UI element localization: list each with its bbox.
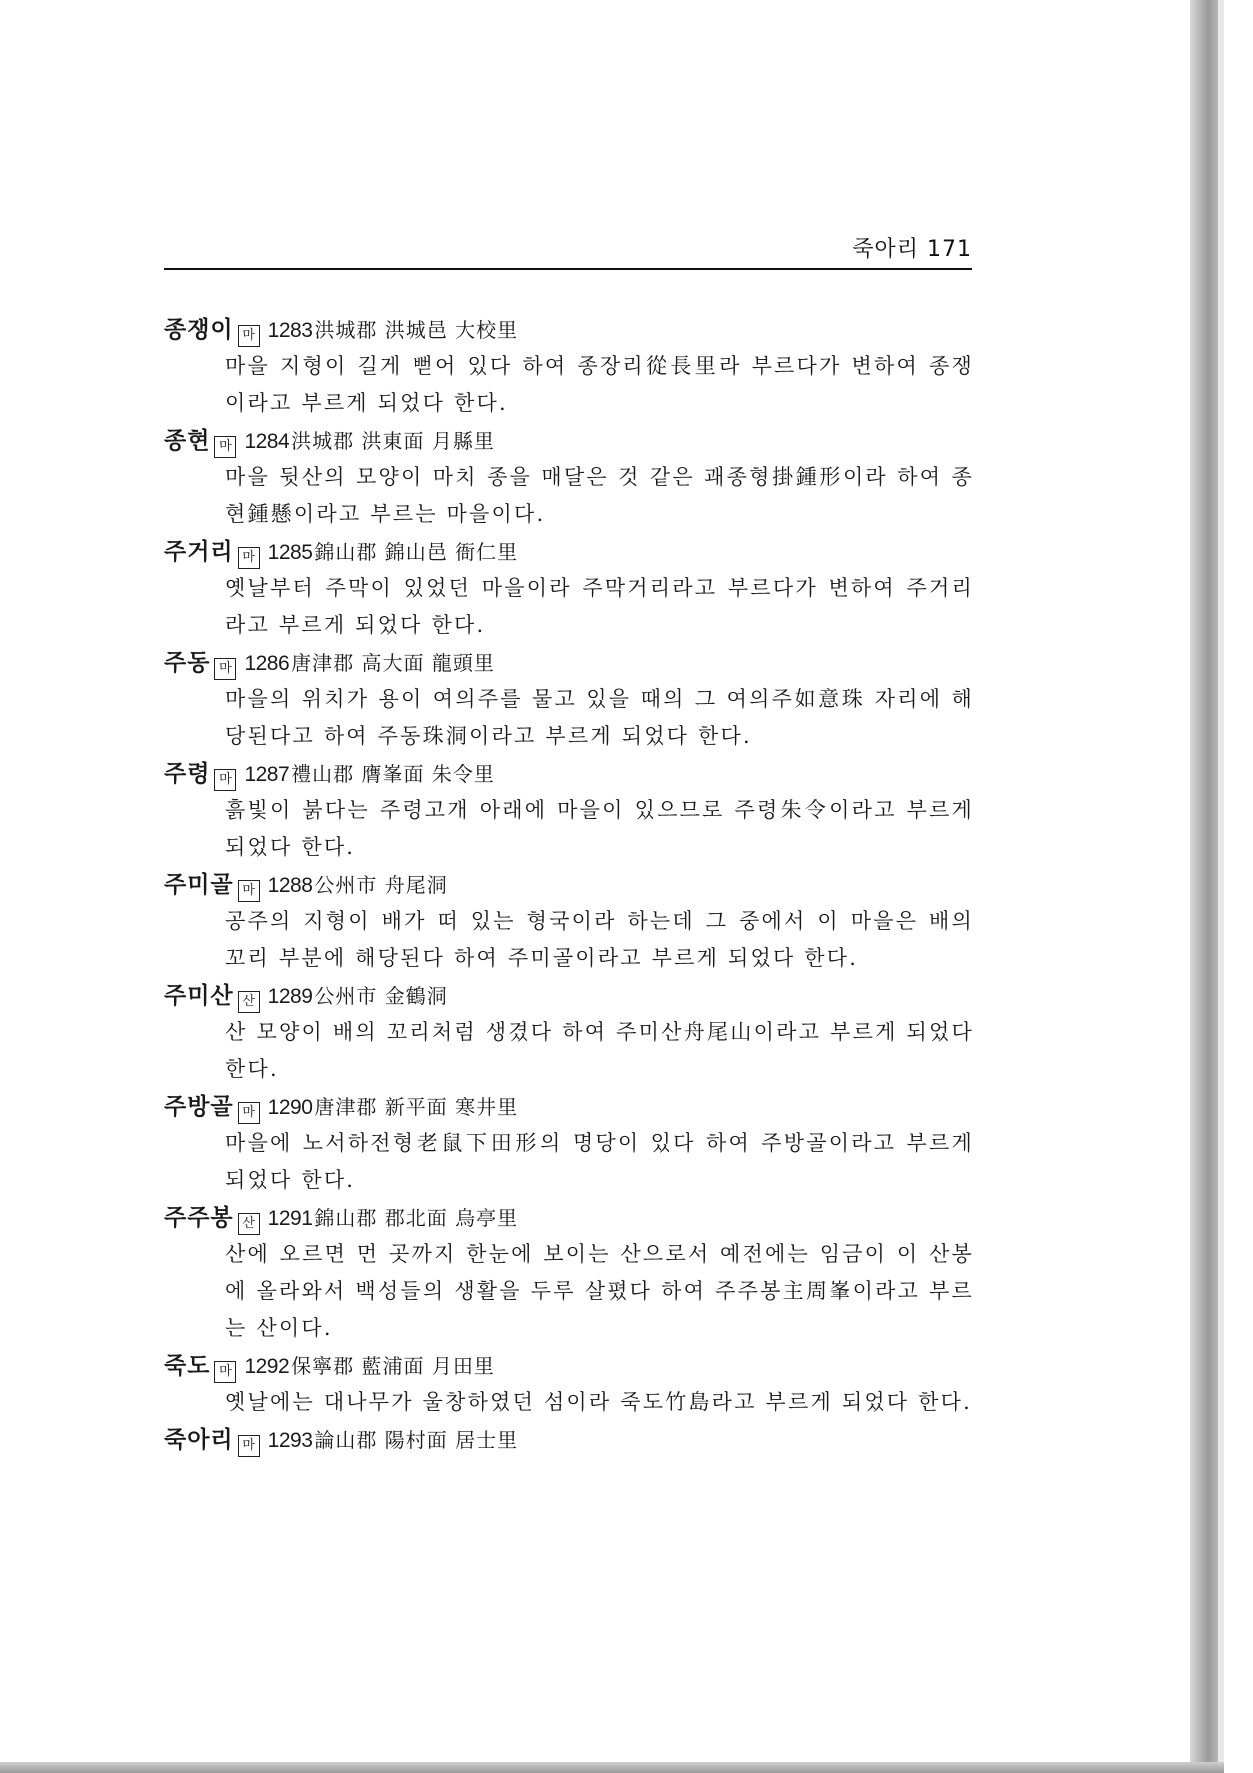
- entry-type-badge: 마: [214, 1361, 236, 1383]
- entry-type-badge: 마: [238, 325, 260, 347]
- entry-description: 산 모양이 배의 꼬리처럼 생겼다 하여 주미산舟尾山이라고 부르게 되었다 한다.: [225, 1020, 974, 1081]
- dictionary-entry: [164, 756, 974, 867]
- entry-number: 1285: [267, 541, 313, 564]
- entry-description: 산에 오르면 먼 곳까지 한눈에 보이는 산으로서 예전에는 임금이 이 산봉에 올라와서 백성들의 생활을 두루 살폈다 하여 주주봉主周峯이라고 부르는 산이다.: [225, 1242, 974, 1340]
- page-edge-shadow: [1190, 0, 1220, 1773]
- entry-description: 마을 뒷산의 모양이 마치 종을 매달은 것 같은 괘종형掛鍾形이라 하여 종현鍾懸이라고 부르는 마을이다.: [225, 465, 974, 526]
- page-number: 171: [927, 237, 972, 262]
- dictionary-entry: [164, 312, 974, 423]
- entry-title: 주미산: [164, 983, 234, 1009]
- entry-title: 주주봉: [164, 1205, 234, 1231]
- entry-head: [164, 534, 974, 570]
- entry-type-badge: 마: [238, 1435, 260, 1457]
- entry-location: 唐津郡 高大面 龍頭里: [291, 651, 495, 675]
- page-bottom-shadow: [0, 1762, 1224, 1773]
- entry-location: 洪城郡 洪城邑 大校里: [314, 318, 519, 342]
- entry-number: 1288: [267, 874, 313, 897]
- entry-head: [164, 756, 974, 792]
- entry-title: 주방골: [164, 1094, 234, 1120]
- dictionary-entry: [164, 867, 974, 978]
- entry-title: 주동: [164, 650, 211, 676]
- entry-head: [164, 1348, 974, 1384]
- entry-number: 1290: [267, 1096, 313, 1119]
- entry-location: 論山郡 陽村面 居士里: [314, 1428, 519, 1452]
- entry-description: 흙빛이 붉다는 주령고개 아래에 마을이 있으므로 주령朱令이라고 부르게 되었다 한다.: [225, 798, 974, 859]
- entry-title: 주거리: [164, 539, 234, 565]
- entry-location: 洪城郡 洪東面 月縣里: [291, 429, 495, 453]
- entry-type-badge: 마: [238, 880, 260, 902]
- entry-number: 1289: [267, 985, 313, 1008]
- entry-location: 禮山郡 膺峯面 朱令里: [291, 762, 495, 786]
- dictionary-entry: [164, 1348, 974, 1422]
- dictionary-entry: [164, 423, 974, 534]
- entry-location: 保寧郡 藍浦面 月田里: [291, 1354, 495, 1378]
- entry-location: 公州市 金鶴洞: [314, 984, 448, 1008]
- entry-location: 錦山郡 錦山邑 衙仁里: [314, 540, 519, 564]
- entry-title: 죽아리: [164, 1427, 234, 1453]
- running-head: [852, 232, 972, 263]
- entry-number: 1284: [244, 430, 290, 453]
- dictionary-entry: [164, 645, 974, 756]
- entry-head: [164, 423, 974, 459]
- running-head-word: 죽아리: [852, 237, 919, 262]
- entry-description: 옛날부터 주막이 있었던 마을이라 주막거리라고 부르다가 변하여 주거리라고 부르게 되었다 한다.: [225, 576, 974, 637]
- entry-title: 주령: [164, 761, 211, 787]
- entry-number: 1292: [244, 1355, 290, 1378]
- entry-type-badge: 마: [238, 547, 260, 569]
- dictionary-entry: [164, 1089, 974, 1200]
- entry-title: 종현: [164, 428, 211, 454]
- entry-description: 공주의 지형이 배가 떠 있는 형국이라 하는데 그 중에서 이 마을은 배의 꼬리 부분에 해당된다 하여 주미골이라고 부르게 되었다 한다.: [225, 909, 974, 970]
- entry-number: 1287: [244, 763, 290, 786]
- header-rule: [164, 268, 972, 270]
- entry-title: 주미골: [164, 872, 234, 898]
- entry-head: [164, 312, 974, 348]
- dictionary-entry: [164, 1422, 974, 1458]
- dictionary-entry: [164, 978, 974, 1089]
- entry-head: [164, 645, 974, 681]
- entry-number: 1283: [267, 319, 313, 342]
- entry-head: [164, 1422, 974, 1458]
- entry-number: 1286: [244, 652, 290, 675]
- entry-location: 公州市 舟尾洞: [314, 873, 448, 897]
- entry-description: 마을의 위치가 용이 여의주를 물고 있을 때의 그 여의주如意珠 자리에 해당된다고 하여 주동珠洞이라고 부르게 되었다 한다.: [225, 687, 974, 748]
- entry-location: 錦山郡 郡北面 烏亭里: [314, 1206, 519, 1230]
- entry-number: 1293: [267, 1429, 313, 1452]
- entry-head: [164, 867, 974, 903]
- dictionary-entry: [164, 1200, 974, 1348]
- entry-description: 마을 지형이 길게 뻗어 있다 하여 종장리從長里라 부르다가 변하여 종쟁이라고 부르게 되었다 한다.: [225, 354, 974, 415]
- entry-type-badge: 마: [238, 1102, 260, 1124]
- entry-description: 마을에 노서하전형老鼠下田形의 명당이 있다 하여 주방골이라고 부르게 되었다 한다.: [225, 1131, 974, 1192]
- entry-list: [164, 312, 974, 1458]
- entry-type-badge: 마: [214, 769, 236, 791]
- entry-type-badge: 산: [238, 1213, 260, 1235]
- entry-description: 옛날에는 대나무가 울창하였던 섬이라 죽도竹島라고 부르게 되었다 한다.: [225, 1390, 973, 1414]
- dictionary-entry: [164, 534, 974, 645]
- entry-title: 종쟁이: [164, 317, 234, 343]
- entry-location: 唐津郡 新平面 寒井里: [314, 1095, 519, 1119]
- entry-head: [164, 978, 974, 1014]
- entry-head: [164, 1200, 974, 1236]
- entry-number: 1291: [267, 1207, 313, 1230]
- entry-type-badge: 산: [238, 991, 260, 1013]
- entry-type-badge: 마: [214, 658, 236, 680]
- entry-head: [164, 1089, 974, 1125]
- page-edge: [1218, 0, 1224, 1773]
- entry-title: 죽도: [164, 1353, 211, 1379]
- entry-type-badge: 마: [214, 436, 236, 458]
